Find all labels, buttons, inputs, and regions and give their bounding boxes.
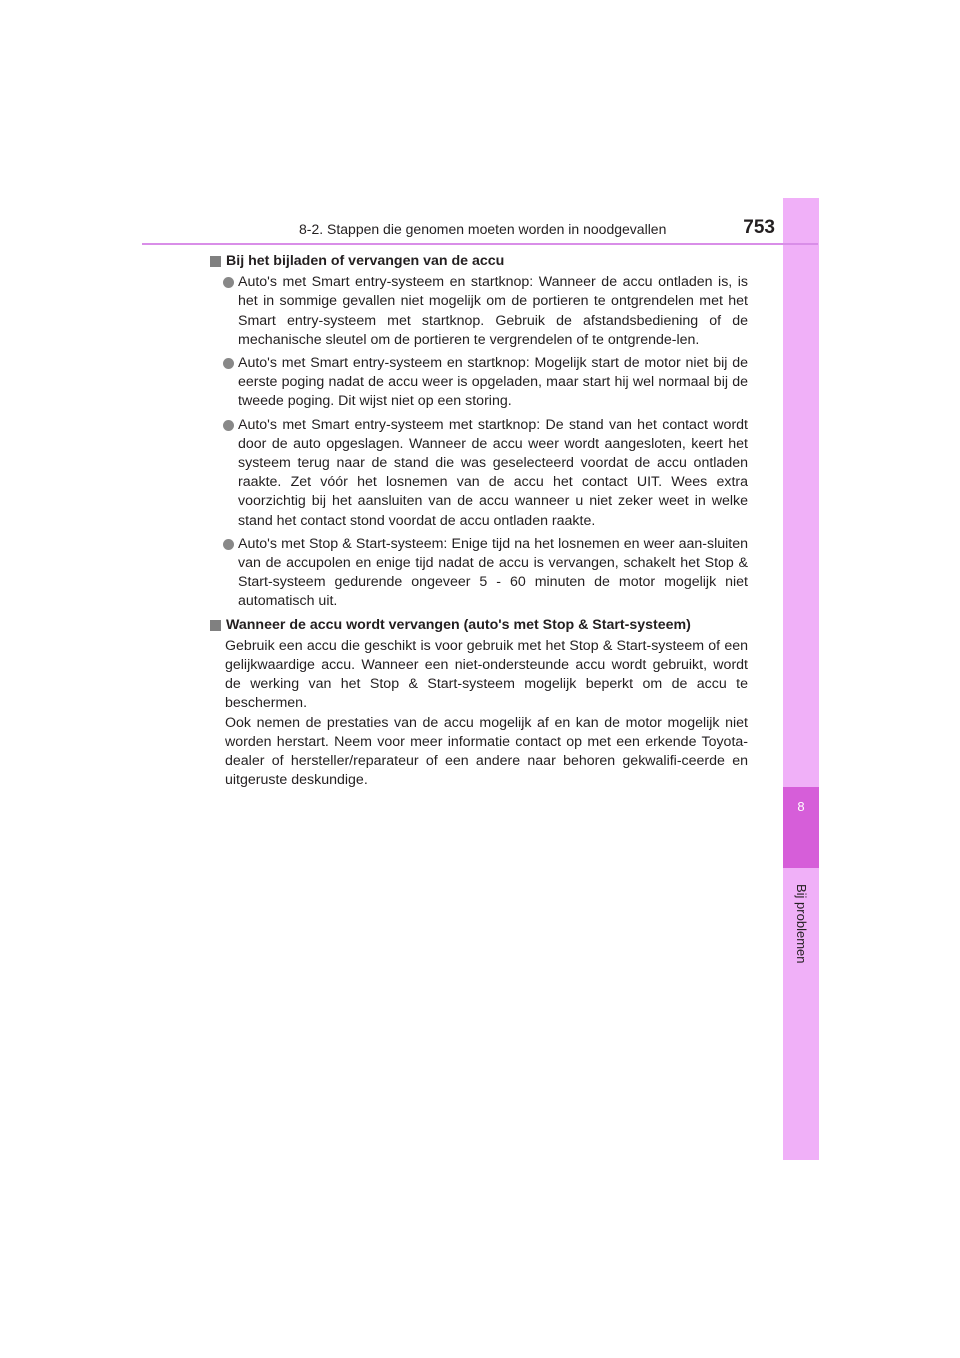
list-item — [209, 535, 748, 612]
section-battery-charging — [209, 252, 748, 612]
section-heading-text: Bij het bijladen of vervangen van de accu — [226, 253, 505, 269]
chapter-side-tab — [783, 198, 819, 1160]
circle-bullet-icon — [223, 277, 234, 288]
square-bullet-icon — [210, 256, 221, 267]
section-heading — [209, 616, 748, 635]
page-content — [209, 252, 748, 790]
paragraph: Ook nemen de prestaties van de accu mogelijk af en kan de motor mogelijk niet worden herstart. Neem voor meer informatie contact op met een erkende Toyota-dealer of hersteller/reparateur of een andere naar behoren gekwalifi-ceerde en uitgeruste deskundige. — [225, 714, 748, 789]
list-item-text: Auto's met Smart entry-systeem en startknop: Wanneer de accu ontladen is, is het in sommige gevallen niet mogelijk om de portieren te ontgrendelen met het Smart entry-systeem met startknop. Gebruik de afstandsbediening of de mechanische sleutel om de portieren te vergrendelen of te ontgrende-len. — [238, 274, 748, 348]
circle-bullet-icon — [223, 358, 234, 369]
list-item-text: Auto's met Smart entry-systeem met startknop: De stand van het contact wordt door de auto opgeslagen. Wanneer de accu weer wordt aangesloten, keert het systeem terug naar de stand die was geselecteerd voordat de accu ontladen raakte. Zet vóór het losnemen van de accu het contact UIT. Wees extra voorzichtig bij het aansluiten van de accu wanneer u niet zeker weet in welke stand het contact stond voordat de accu ontladen raakte. — [238, 416, 748, 529]
header-rule — [142, 243, 818, 245]
running-header-title: 8-2. Stappen die genomen moeten worden in noodgevallen — [299, 221, 667, 237]
list-item — [209, 354, 748, 412]
square-bullet-icon — [210, 620, 221, 631]
section-heading — [209, 252, 748, 271]
list-item-text: Auto's met Stop & Start-systeem: Enige tijd na het losnemen en weer aan-sluiten van de accupolen en enige tijd nadat de accu is vervangen, schakelt het Stop & Start-systeem gedurende ongeveer 5 - 60 minuten de motor mogelijk niet automatisch uit. — [238, 535, 748, 610]
list-item-text: Auto's met Smart entry-systeem en startknop: Mogelijk start de motor niet bij de eerste poging nadat de accu weer is opgeladen, maar start hij wel normaal bij de tweede poging. Dit wijst niet op een storing. — [238, 355, 748, 410]
list-item — [209, 416, 748, 531]
list-item — [209, 273, 748, 350]
circle-bullet-icon — [223, 420, 234, 431]
chapter-label: Bij problemen — [794, 884, 809, 964]
paragraph: Gebruik een accu die geschikt is voor gebruik met het Stop & Start-systeem of een gelijkwaardige accu. Wanneer een niet-ondersteunde accu wordt gebruikt, wordt de werking van het Stop & Start-systeem mogelijk beperkt om de accu te beschermen. — [225, 637, 748, 712]
bullet-list — [209, 273, 748, 611]
chapter-number: 8 — [797, 799, 805, 814]
circle-bullet-icon — [223, 539, 234, 550]
section-battery-replacement — [209, 616, 748, 791]
page-number: 753 — [743, 217, 775, 238]
section-heading-text: Wanneer de accu wordt vervangen (auto's met Stop & Start-systeem) — [226, 616, 691, 633]
